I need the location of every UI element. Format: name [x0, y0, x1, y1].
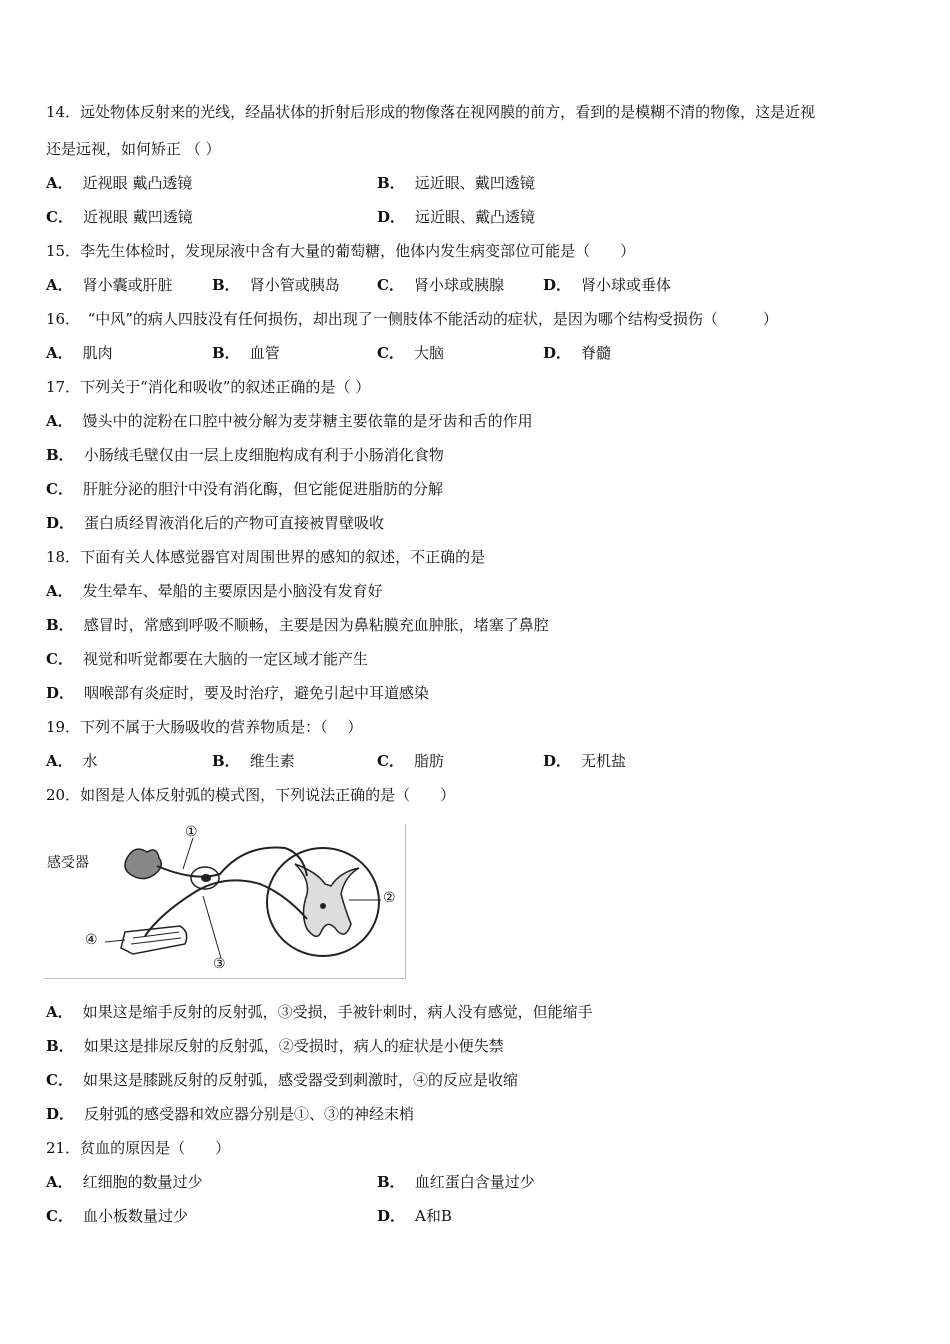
q17-option-b: B． 小肠绒毛壁仅由一层上皮细胞构成有利于小肠消化食物	[46, 446, 444, 464]
q18-option-c: C． 视觉和听觉都要在大脑的一定区域才能产生	[46, 650, 368, 668]
q16-option-c: C． 大脑	[377, 344, 444, 362]
ganglion-body	[201, 874, 211, 882]
receptor-shape	[125, 849, 161, 878]
question-19-stem: 19．下列不属于大肠吸收的营养物质是：（ ）	[46, 718, 363, 736]
q17-option-a: A． 馒头中的淀粉在口腔中被分解为麦芽糖主要依靠的是牙齿和舌的作用	[46, 412, 533, 430]
question-15-stem: 15．李先生体检时，发现尿液中含有大量的葡萄糖，他体内发生病变部位可能是（ ）	[46, 242, 636, 260]
q21-option-a: A． 红细胞的数量过少	[46, 1173, 203, 1191]
mark-1: ①	[185, 824, 198, 840]
mark-3: ③	[213, 956, 226, 972]
reflex-arc-diagram	[45, 824, 405, 978]
reflex-arc-figure	[45, 824, 406, 979]
q21-option-d: D． A和B	[377, 1207, 452, 1225]
q16-option-d: D． 脊髓	[543, 344, 612, 362]
muscle-stripes	[131, 932, 181, 944]
q21-option-c: C． 血小板数量过少	[46, 1207, 188, 1225]
q17-option-c: C． 肝脏分泌的胆汁中没有消化酶，但它能促进脂肪的分解	[46, 480, 443, 498]
question-18-stem: 18．下面有关人体感觉器官对周围世界的感知的叙述，不正确的是	[46, 548, 486, 566]
q15-option-a: A． 肾小囊或肝脏	[46, 276, 173, 294]
q16-option-a: A． 肌肉	[46, 344, 113, 362]
question-21-stem: 21．贫血的原因是（ ）	[46, 1139, 231, 1157]
q14-option-a: A． 近视眼 戴凸透镜	[46, 174, 193, 192]
q20-option-d: D． 反射弧的感受器和效应器分别是①、③的神经末梢	[46, 1105, 415, 1123]
q14-option-d: D． 远近眼、戴凸透镜	[377, 208, 536, 226]
q17-option-d: D． 蛋白质经胃液消化后的产物可直接被胃壁吸收	[46, 514, 385, 532]
q19-option-d: D． 无机盐	[543, 752, 627, 770]
q18-option-b: B． 感冒时，常感到呼吸不顺畅，主要是因为鼻粘膜充血肿胀，堵塞了鼻腔	[46, 616, 549, 634]
question-16-stem: 16． “中风”的病人四肢没有任何损伤，却出现了一侧肢体不能活动的症状，是因为哪个结构受损伤（ ）	[46, 310, 778, 328]
q18-option-a: A． 发生晕车、晕船的主要原因是小脑没有发育好	[46, 582, 383, 600]
q20-option-a: A． 如果这是缩手反射的反射弧，③受损，手被针刺时，病人没有感觉，但能缩手	[46, 1003, 593, 1021]
leader-3	[203, 896, 221, 958]
q14-option-b: B． 远近眼、戴凹透镜	[377, 174, 535, 192]
mark-4: ④	[85, 932, 98, 948]
question-20-stem: 20．如图是人体反射弧的模式图，下列说法正确的是（ ）	[46, 786, 456, 804]
q21-option-b: B． 血红蛋白含量过少	[377, 1173, 535, 1191]
q20-option-b: B． 如果这是排尿反射的反射弧，②受损时，病人的症状是小便失禁	[46, 1037, 504, 1055]
question-14-stem-line2: 还是远视，如何矫正 （ ）	[46, 140, 221, 158]
question-17-stem: 17．下列关于“消化和吸收”的叙述正确的是（ ）	[46, 378, 371, 396]
effector-muscle	[121, 926, 187, 954]
q15-option-d: D． 肾小球或垂体	[543, 276, 672, 294]
central-canal	[320, 903, 326, 909]
q15-option-b: B． 肾小管或胰岛	[212, 276, 340, 294]
leader-1	[183, 838, 193, 869]
question-14-stem-line1: 14．远处物体反射来的光线，经晶状体的折射后形成的物像落在视网膜的前方，看到的是模糊不清的物像，这是近视	[46, 103, 816, 121]
q19-option-b: B． 维生素	[212, 752, 295, 770]
q18-option-d: D． 咽喉部有炎症时，要及时治疗，避免引起中耳道感染	[46, 684, 430, 702]
q16-option-b: B． 血管	[212, 344, 280, 362]
receptor-label: 感受器	[47, 855, 89, 871]
q14-option-c: C． 近视眼 戴凹透镜	[46, 208, 193, 226]
q15-option-c: C． 肾小球或胰腺	[377, 276, 504, 294]
q19-option-c: C． 脂肪	[377, 752, 444, 770]
q20-option-c: C． 如果这是膝跳反射的反射弧，感受器受到刺激时，④的反应是收缩	[46, 1071, 518, 1089]
mark-2: ②	[383, 890, 396, 906]
q19-option-a: A． 水	[46, 752, 98, 770]
